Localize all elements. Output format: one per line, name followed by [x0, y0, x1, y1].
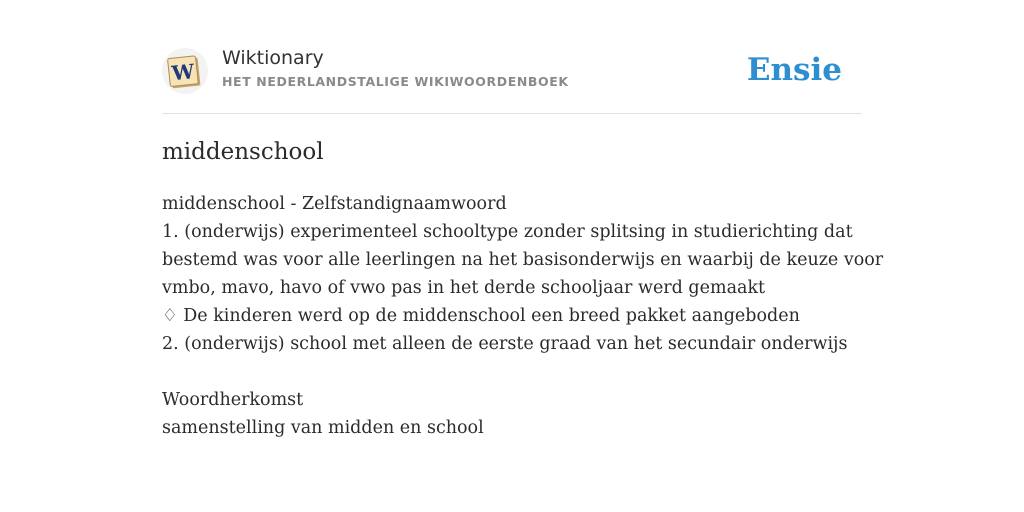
entry-spacer [162, 358, 862, 386]
entry-line-definition-1c: vmbo, mavo, havo of vwo pas in het derde schooljaar werd gemaakt [162, 278, 766, 298]
site-header [162, 46, 862, 96]
entry-line-example: ♢ De kinderen werd op de middenschool een breed pakket aangeboden [162, 306, 800, 326]
site-tagline: HET NEDERLANDSTALIGE WIKIWOORDENBOEK [222, 74, 569, 89]
etymology-text: samenstelling van midden en school [162, 418, 484, 438]
svg-text:W: W [170, 59, 196, 86]
entry-line-definition-1b: bestemd was voor alle leerlingen na het basisonderwijs en waarbij de keuze voor [162, 250, 884, 270]
ensie-brand-logo[interactable]: Ensie [746, 52, 842, 88]
header-divider [162, 113, 862, 114]
site-name[interactable]: Wiktionary [222, 47, 324, 69]
etymology-heading: Woordherkomst [162, 390, 304, 410]
entry-line-definition-1a: 1. (onderwijs) experimenteel schooltype zonder splitsing in studierichting dat [162, 222, 853, 242]
entry-line-definition-2: 2. (onderwijs) school met alleen de eerste graad van het secundair onderwijs [162, 334, 848, 354]
wiktionary-logo-icon[interactable] [162, 48, 208, 94]
entry-line-pos: middenschool - Zelfstandignaamwoord [162, 194, 507, 214]
dictionary-card [162, 0, 884, 512]
entry-title: middenschool [162, 139, 324, 165]
entry-content [162, 190, 884, 442]
